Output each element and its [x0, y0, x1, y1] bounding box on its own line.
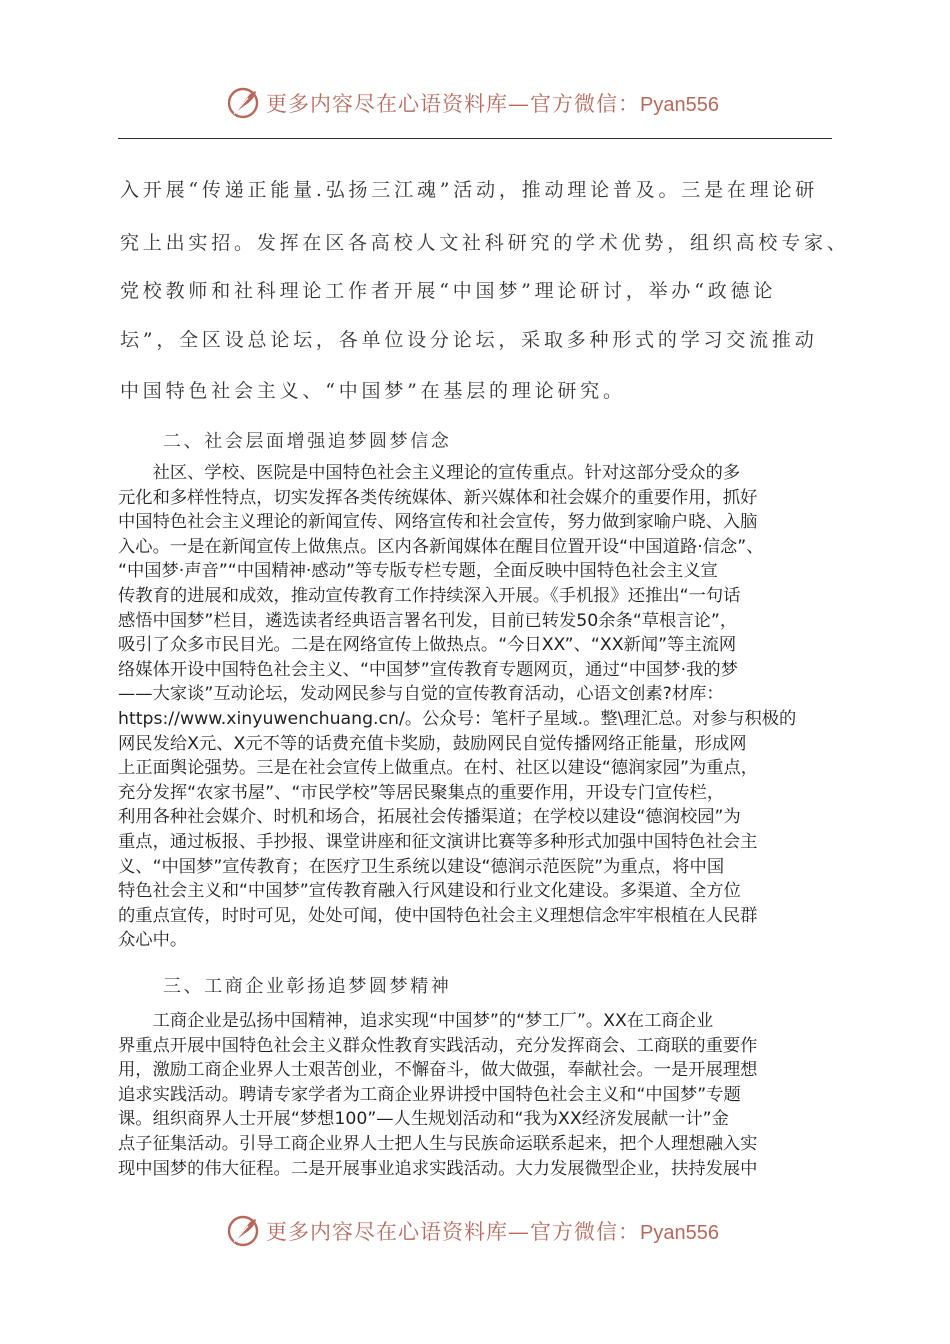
intro-line-1: 入开展“传递正能量.弘扬三江魂”活动，推动理论普及。三是在理论研: [120, 179, 819, 201]
para-line: 点子征集活动。引导工商企业界人士把人生与民族命运联系起来，把个人理想融入实: [118, 1133, 758, 1154]
banner-text: [266, 88, 719, 118]
para-line: 络媒体开设中国特色社会主义、“中国梦”宣传教育专题网页，通过“中国梦·我的梦: [118, 659, 738, 680]
para-line: 工商企业是弘扬中国精神，追求实现“中国梦”的“梦工厂”。XX在工商企业: [118, 1011, 714, 1031]
para-line: 网民发给X元、X元不等的话费充值卡奖励，鼓励网民自觉传播网络正能量，形成网: [118, 733, 747, 754]
para-line: 课。组织商界人士开展“梦想100”—人生规划活动和“我为XX经济发展献一计”金: [118, 1109, 729, 1130]
para-line: 社区、学校、医院是中国特色社会主义理论的宣传重点。针对这部分受众的多: [118, 463, 741, 483]
intro-line-4: 坛”，全区设总论坛，各单位设分论坛，采取多种形式的学习交流推动: [120, 329, 818, 351]
banner-main-text: 更多内容尽在心语资料库—官方微信：: [266, 92, 640, 116]
section3-heading: 三、工商企业彰扬追梦圆梦精神: [163, 976, 452, 997]
header-banner: [0, 84, 950, 124]
feather-pen-logo-icon: [226, 86, 260, 120]
para-line: 的重点宣传，时时可见，处处可闻，使中国特色社会主义理想信念牢牢根植在人民群: [118, 905, 758, 926]
banner-main-text: 更多内容尽在心语资料库—官方微信：: [266, 1220, 640, 1244]
para-line: 追求实践活动。聘请专家学者为工商企业界讲授中国特色社会主义和“中国梦”专题: [118, 1084, 741, 1105]
para-line: “中国梦·声音”“中国精神·感动”等专版专栏专题，全面反映中国特色社会主义宣: [118, 561, 718, 582]
para-line: 现中国梦的伟大征程。二是开展事业追求实践活动。大力发展微型企业，扶持发展中: [118, 1158, 758, 1179]
para-line: 上正面舆论强势。三是在社会宣传上做重点。在村、社区以建设“德润家园”为重点，: [118, 758, 759, 779]
para-line: ——大家谈”互动论坛，发动网民参与自觉的宣传教育活动，心语文创素?材库：: [118, 684, 724, 705]
banner-wechat-id: Pyan556: [640, 94, 719, 116]
intro-line-5: 中国特色社会主义、“中国梦”在基层的理论研究。: [120, 380, 626, 402]
banner-text: [266, 1216, 719, 1246]
para-line: 入心。一是在新闻宣传上做焦点。区内各新闻媒体在醒目位置开设“中国道路·信念”、: [118, 536, 764, 557]
intro-line-3: 党校教师和社科理论工作者开展“中国梦”理论研讨，举办“政德论: [120, 280, 777, 302]
para-line: 传教育的进展和成效，推动宣传教育工作持续深入开展。《手机报》还推出“一句话: [118, 585, 741, 606]
para-line: 用，激励工商企业界人士艰苦创业，不懈奋斗，做大做强，奉献社会。一是开展理想: [118, 1060, 758, 1081]
para-line: 元化和多样性特点，切实发挥各类传统媒体、新兴媒体和社会媒介的重要作用，抓好: [118, 487, 758, 508]
para-line: 感悟中国梦”栏目，遴选读者经典语言署名刊发，目前已转发50余条“草根言论”，: [118, 610, 738, 631]
para-line: 众心中。: [118, 930, 188, 951]
header-divider: [118, 138, 832, 139]
para-line: 界重点开展中国特色社会主义群众性教育实践活动，充分发挥商会、工商联的重要作: [118, 1035, 758, 1056]
section3-paragraph: [118, 1009, 832, 1181]
para-line: 中国特色社会主义理论的新闻宣传、网络宣传和社会宣传，努力做到家喻户晓、入脑: [118, 512, 758, 533]
para-line: 吸引了众多市民目光。二是在网络宣传上做热点。“今日XX”、“XX新闻”等主流网: [118, 635, 737, 656]
section2-paragraph: [118, 461, 832, 953]
banner-wechat-id: Pyan556: [640, 1222, 719, 1244]
para-line: 特色社会主义和“中国梦”宣传教育融入行风建设和行业文化建设。多渠道、全方位: [118, 881, 741, 902]
section2-heading: 二、社会层面增强追梦圆梦信念: [163, 431, 452, 452]
footer-banner: [0, 1212, 950, 1252]
para-line: 义、“中国梦”宣传教育；在医疗卫生系统以建设“德润示范医院”为重点，将中国: [118, 856, 725, 877]
feather-pen-logo-icon: [226, 1214, 260, 1248]
para-line: 重点，通过板报、手抄报、课堂讲座和征文演讲比赛等多种形式加强中国特色社会主: [118, 831, 758, 852]
intro-line-2: 究上出实招。发挥在区各高校人文社科研究的学术优势，组织高校专家、: [120, 232, 850, 254]
para-line: 利用各种社会媒介、时机和场合，拓展社会传播渠道；在学校以建设“德润校园”为: [118, 807, 741, 828]
para-line-url: https://www.xinyuwenchuang.cn/。公众号：笔杆子星域.。整\理汇总。对参与积极的: [118, 708, 797, 729]
para-line: 充分发挥“农家书屋”、“市民学校”等居民聚集点的重要作用，开设专门宣传栏，: [118, 782, 725, 803]
